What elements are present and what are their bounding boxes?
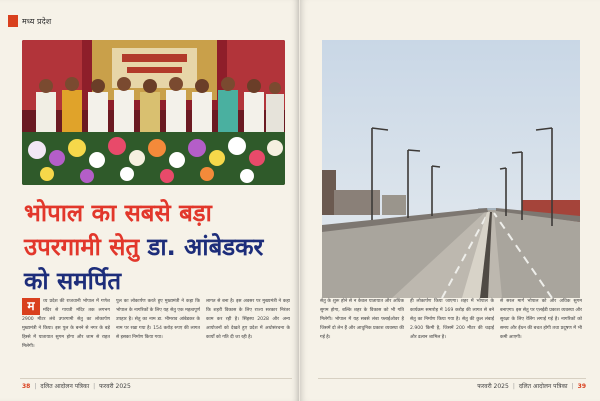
left-page <box>0 0 299 401</box>
body-column-3-text: लागत से बना है। इस अवसर पर मुख्यमंत्री ने कहा कि शहरी विकास के लिए राज्य सरकार निरंतर काम कर रही है। सिंहस्थ 2028 और अन्य आयोजनों को देखते हुए प्रदेश में अधोसंरचना के कार्यों को गति दी जा रही है। <box>206 299 290 340</box>
dropcap: म <box>22 298 40 315</box>
flyover-road-illustration <box>322 40 580 298</box>
body-column-5-text: ही लोकार्पण किया जाएगा। शहर में भोपाल के कार्यक्रम समारोह में 169 करोड़ की लागत से बने सेतु का निर्माण किया गया है। सेतु की कुल लंबाई 2.900 किमी है, जिसमें 200 मीटर की चढ़ाई और ढलान शामिल है। <box>410 299 494 340</box>
section-label: मध्य प्रदेश <box>22 16 52 26</box>
footer-separator: | <box>93 382 96 390</box>
stage-ceremony-photo <box>22 40 285 185</box>
body-column-2 <box>116 297 200 377</box>
flyover-road-photo <box>322 40 580 298</box>
page-number-right: 39 <box>577 382 586 390</box>
headline-line-2-red: उपरगामी सेतु <box>24 233 140 261</box>
footer-rule-right <box>318 378 586 379</box>
headline-line-2 <box>24 230 289 264</box>
body-column-3 <box>206 297 290 377</box>
issue-month-right: फरवरी 2025 <box>477 383 509 390</box>
magazine-name-left: दलित आदोलन पत्रिका <box>40 383 90 390</box>
footer-left <box>22 382 131 390</box>
headline-line-2-blue: डा. आंबेडकर <box>147 233 264 261</box>
body-column-1-text: ध्य प्रदेश की राजधानी भोपाल में गणेश मंदिर से गायत्री मंदिर तक लगभग 2900 मीटर लंबे उपरगामी सेतु का लोकार्पण मुख्यमंत्री ने किया। इस पुल के बनने से नगर के बड़े हिस्से में यातायात सुगम होगा और जाम से राहत मिलेगी। <box>22 299 110 349</box>
body-column-4-text: सेतु के शुरू होने से न केवल यातायात और अधिक सुगम होगा, बल्कि शहर के विकास को भी गति मिलेगी। भोपाल में यह सबसे लंबा फ्लाईओवर है जिसमें दो लेन हैं और आधुनिक प्रकाश व्यवस्था की गई है। <box>320 299 404 340</box>
headline <box>24 196 289 298</box>
footer-separator: | <box>571 382 574 390</box>
page-number-left: 38 <box>22 382 31 390</box>
body-column-6-text: से सरल मार्ग भोपाल को और अधिक सुगम बनाएगा। इस सेतु पर एलईडी प्रकाश व्यवस्था और सुरक्षा के लिए रेलिंग लगाई गई है। नागरिकों को समय और ईंधन की बचत होगी तथा प्रदूषण में भी कमी आएगी। <box>500 299 582 340</box>
body-column-4 <box>320 297 404 377</box>
headline-line-3: को समर्पित <box>24 267 122 295</box>
section-tag <box>8 14 51 28</box>
right-page <box>300 0 600 401</box>
body-column-2-text: पुल का लोकार्पण करते हुए मुख्यमंत्री ने कहा कि भोपाल के नागरिकों के लिए यह सेतु एक महत्वपूर्ण उपहार है। सेतु का नाम डा. भीमराव आंबेडकर के नाम पर रखा गया है। 154 करोड़ रुपए की लागत से इसका निर्माण किया गया। <box>116 299 200 340</box>
magazine-name-right: दलित आदोलन पत्रिका <box>518 383 568 390</box>
body-column-6 <box>500 297 582 377</box>
headline-line-1: भोपाल का सबसे बड़ा <box>24 199 212 227</box>
footer-separator: | <box>34 382 37 390</box>
footer-separator: | <box>512 382 515 390</box>
stage-ceremony-illustration <box>22 40 285 185</box>
footer-rule-left <box>20 378 292 379</box>
footer-right <box>477 382 586 390</box>
body-column-5 <box>410 297 494 377</box>
issue-month-left: फरवरी 2025 <box>99 383 131 390</box>
section-tag-marker <box>8 15 18 27</box>
body-column-1 <box>22 297 110 377</box>
